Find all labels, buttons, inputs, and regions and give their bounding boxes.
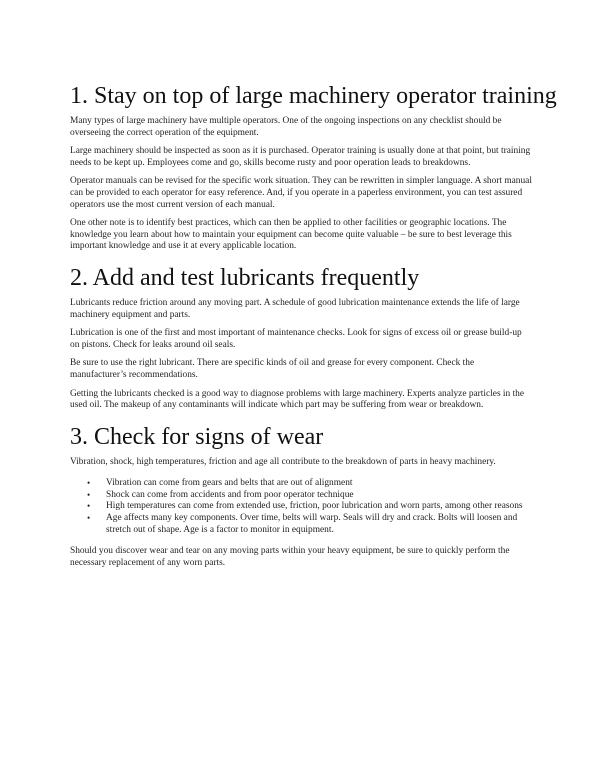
paragraph: Many types of large machinery have multiple operators. One of the ongoing inspections on any checklist should be overseeing the correct operation of the equipment. — [70, 116, 502, 138]
paragraph: Lubrication is one of the first and most important of maintenance checks. Look for signs of excess oil or grease build-up on pistons. Check for leaks around oil seals. — [70, 328, 522, 350]
list-item-text: High temperatures can come from extended use, friction, poor lubrication and worn parts, among other reasons — [106, 501, 523, 512]
paragraph: Getting the lubricants checked is a good way to diagnose problems with large machinery. Experts analyze particles in the used oil. The makeup of any contaminants will indicate which part may be suffering from wear or breakdown. — [70, 388, 525, 411]
bullet-icon: • — [87, 501, 91, 512]
list-item-text: Age affects many key components. Over time, belts will warp. Seals will dry and crack. Bolts will loosen and stretch out of shape. Age is a factor to monitor in equipment. — [106, 513, 518, 535]
document-body — [70, 82, 557, 576]
bullet-icon: • — [87, 478, 91, 489]
section-operator-training — [70, 82, 557, 253]
section-heading: 1. Stay on top of large machinery operator training — [70, 83, 557, 109]
paragraph: Be sure to use the right lubricant. There are specific kinds of oil and grease for every component. Check the manufacturer’s recommendations. — [70, 358, 475, 380]
paragraph: One other note is to identify best practices, which can then be applied to other facilities or geographic locations. The knowledge you learn about how to maintain your equipment can become quite valuable – be sure to best leverage this important knowledge and use it at every applicable location. — [70, 218, 512, 252]
paragraph: Lubricants reduce friction around any moving part. A schedule of good lubrication maintenance extends the life of large machinery equipment and parts. — [70, 297, 520, 320]
list-item — [87, 513, 532, 536]
paragraph: Large machinery should be inspected as soon as it is purchased. Operator training is usually done at that point, but training needs to be kept up. Employees come and go, skills become rusty and poor operation leads to breakdowns. — [70, 146, 531, 168]
list-item — [87, 501, 532, 513]
paragraph: Should you discover wear and tear on any moving parts within your heavy equipment, be sure to quickly perform the necessary replacement of any worn parts. — [70, 546, 510, 568]
list-item — [87, 478, 532, 490]
list-item — [87, 489, 532, 502]
section-heading: 3. Check for signs of wear — [70, 423, 324, 450]
list-item-text: Vibration can come from gears and belts that are out of alignment — [106, 478, 353, 489]
bullet-icon: • — [87, 513, 91, 524]
section-signs-of-wear — [70, 423, 532, 570]
paragraph: Vibration, shock, high temperatures, friction and age all contribute to the breakdown of parts in heavy machinery. — [70, 456, 496, 467]
section-heading: 2. Add and test lubricants frequently — [70, 264, 420, 291]
section-lubricants — [70, 264, 532, 412]
bullet-list — [70, 478, 532, 536]
paragraph: Operator manuals can be revised for the specific work situation. They can be rewritten in simpler language. A short manual can be provided to each operator for easy reference. And, if you operate in a paperless environment, you can test assured operators use the most current version of each manual. — [70, 176, 532, 210]
bullet-icon: • — [87, 489, 91, 500]
list-item-text: Shock can come from accidents and from poor operator technique — [106, 489, 354, 500]
